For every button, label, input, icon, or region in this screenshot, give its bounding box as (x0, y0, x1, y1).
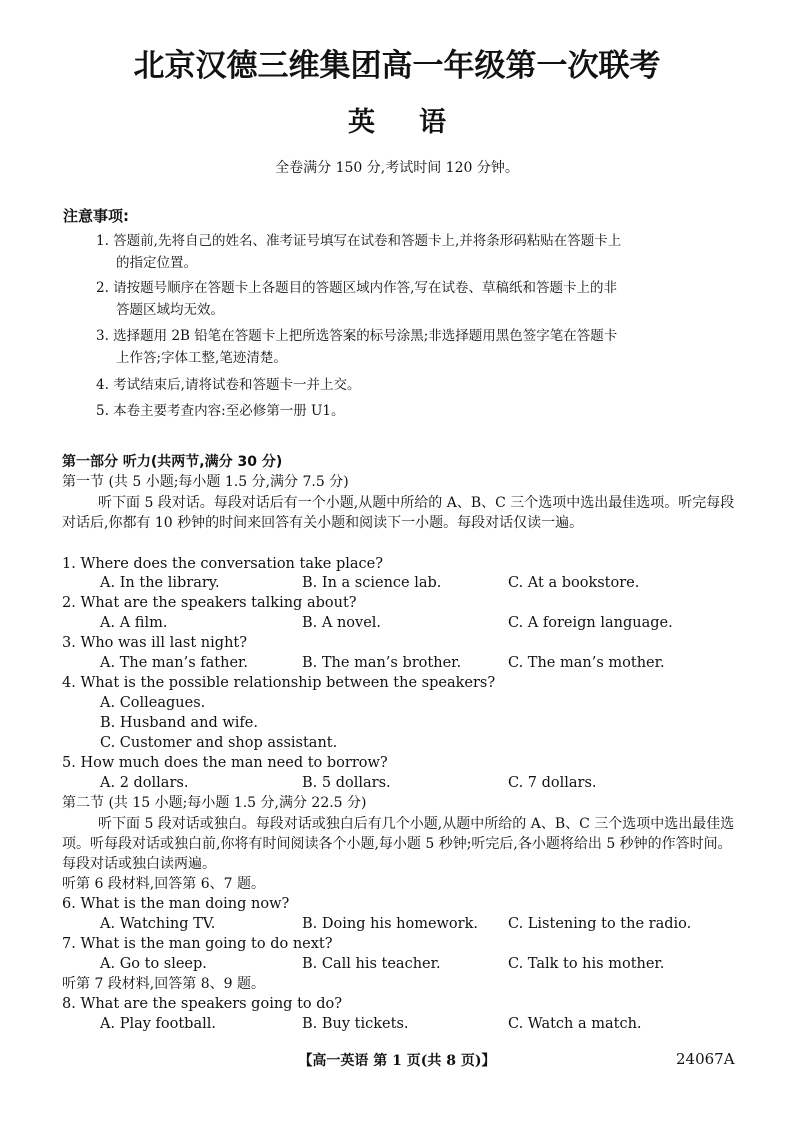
notice-item-text: 3. 选择题用 2B 铅笔在答题卡上把所选答案的标号涂黑;非选择题用黑色签字笔在答题卡 (96, 328, 618, 344)
page-footer-label: 【高一英语 第 1 页(共 8 页)】 (298, 1053, 496, 1069)
exam-info: 全卷满分 150 分,考试时间 120 分钟。 (275, 160, 519, 176)
option-5a: A. 2 dollars. (100, 775, 189, 791)
option-8c: C. Watch a match. (508, 1016, 642, 1032)
part1-heading: 第一部分 听力(共两节,满分 30 分) (62, 454, 283, 470)
question-stem-2: 2. What are the speakers talking about? (62, 595, 357, 611)
material-7-heading: 听第 7 段材料,回答第 8、9 题。 (62, 976, 265, 992)
notice-item-continuation: 答题区域均无效。 (116, 302, 224, 318)
notice-item-1 (96, 230, 741, 274)
option-6c: C. Listening to the radio. (508, 916, 692, 932)
option-6b: B. Doing his homework. (302, 916, 478, 932)
section2-instructions: 听下面 5 段对话或独白。每段对话或独白后有几个小题,从题中所给的 A、B、C 三个选项中选出最佳选项。听每段对话或独白前,你将有时间阅读各个小题,每小题 5 秒钟;听完后,各小题将给出 5 秒钟的作答时间。每段对话或独白读两遍。 (62, 816, 735, 872)
option-8a: A. Play football. (100, 1016, 216, 1032)
question-stem-5: 5. How much does the man need to borrow? (62, 755, 388, 771)
option-2b: B. A novel. (302, 615, 382, 631)
notice-item-text: 4. 考试结束后,请将试卷和答题卡一并上交。 (96, 377, 361, 393)
notice-item-text: 1. 答题前,先将自己的姓名、准考证号填写在试卷和答题卡上,并将条形码粘贴在答题卡上 (96, 233, 622, 249)
option-3a: A. The man’s father. (100, 655, 248, 671)
option-7b: B. Call his teacher. (302, 956, 441, 972)
option-5c: C. 7 dollars. (508, 775, 597, 791)
subject-title: 英语 (348, 107, 490, 138)
notice-item-3 (96, 325, 741, 369)
option-2c: C. A foreign language. (508, 615, 673, 631)
material-6-heading: 听第 6 段材料,回答第 6、7 题。 (62, 876, 265, 892)
question-stem-6: 6. What is the man doing now? (62, 896, 290, 912)
option-1b: B. In a science lab. (302, 575, 442, 591)
option-7c: C. Talk to his mother. (508, 956, 665, 972)
question-stem-4: 4. What is the possible relationship between the speakers? (62, 675, 496, 691)
option-6a: A. Watching TV. (100, 916, 216, 932)
option-5b: B. 5 dollars. (302, 775, 391, 791)
question-stem-7: 7. What is the man going to do next? (62, 936, 333, 952)
notice-heading: 注意事项: (63, 207, 129, 225)
question-stem-1: 1. Where does the conversation take place? (62, 556, 383, 572)
option-8b: B. Buy tickets. (302, 1016, 409, 1032)
option-4c: C. Customer and shop assistant. (100, 735, 338, 751)
option-7a: A. Go to sleep. (100, 956, 207, 972)
section2-heading: 第二节 (共 15 小题;每小题 1.5 分,满分 22.5 分) (62, 795, 367, 811)
notice-item-continuation: 的指定位置。 (116, 255, 197, 271)
notice-item-2 (96, 277, 741, 321)
question-stem-8: 8. What are the speakers going to do? (62, 996, 343, 1012)
notice-item-text: 5. 本卷主要考查内容:至必修第一册 U1。 (96, 403, 345, 419)
option-4a: A. Colleagues. (100, 695, 206, 711)
notice-item-4 (96, 374, 741, 396)
option-1a: A. In the library. (100, 575, 220, 591)
notice-item-continuation: 上作答;字体工整,笔迹清楚。 (116, 350, 287, 366)
question-stem-3: 3. Who was ill last night? (62, 635, 248, 651)
section1-instructions: 听下面 5 段对话。每段对话后有一个小题,从题中所给的 A、B、C 三个选项中选出最佳选项。听完每段对话后,你都有 10 秒钟的时间来回答有关小题和阅读下一小题。每段对话仅读一遍。 (62, 495, 735, 531)
option-4b: B. Husband and wife. (100, 715, 258, 731)
option-1c: C. At a bookstore. (508, 575, 640, 591)
notice-item-5 (96, 400, 741, 422)
option-3b: B. The man’s brother. (302, 655, 462, 671)
paper-code: 24067A (676, 1050, 735, 1068)
option-2a: A. A film. (100, 615, 168, 631)
exam-title: 北京汉德三维集团高一年级第一次联考 (133, 48, 661, 84)
notice-item-text: 2. 请按题号顺序在答题卡上各题目的答题区域内作答,写在试卷、草稿纸和答题卡上的非 (96, 280, 617, 296)
option-3c: C. The man’s mother. (508, 655, 665, 671)
section1-heading: 第一节 (共 5 小题;每小题 1.5 分,满分 7.5 分) (62, 474, 349, 490)
